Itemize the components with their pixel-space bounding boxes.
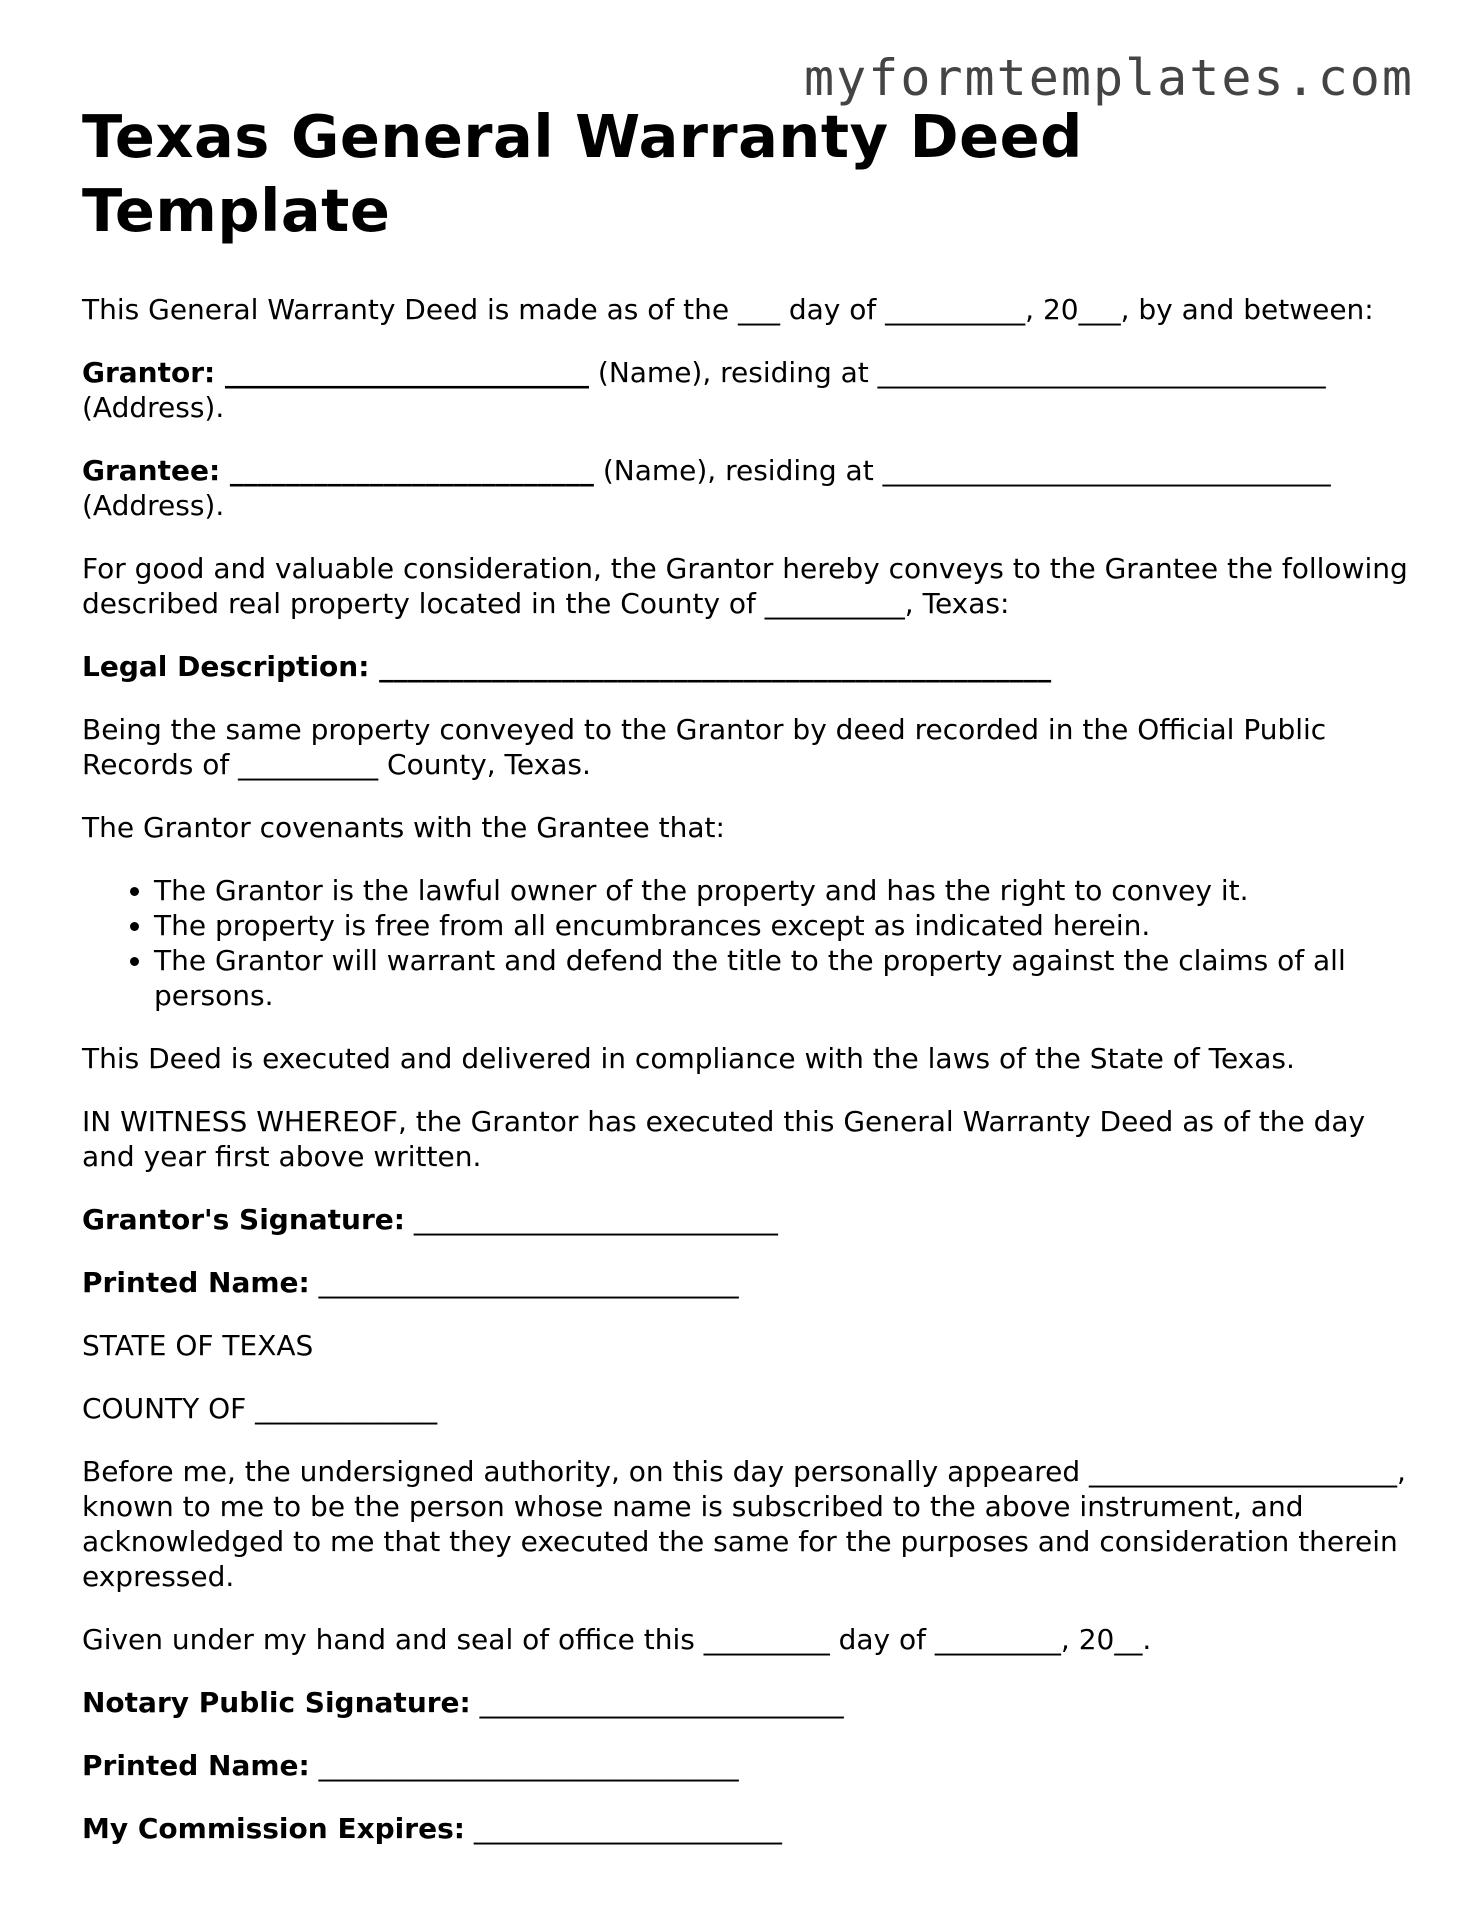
grantee-text: (Name), residing at ________________________________ (Address). bbox=[82, 454, 1331, 522]
grantor-paragraph bbox=[82, 355, 1412, 425]
grantor-signature-label: Grantor's Signature: bbox=[82, 1203, 405, 1236]
covenants-list bbox=[82, 873, 1412, 1013]
notary-printed-name-label: Printed Name: bbox=[82, 1749, 310, 1782]
notary-signature-line bbox=[82, 1685, 1412, 1720]
consideration-paragraph: For good and valuable consideration, the Grantor hereby conveys to the Grantee the following described real property located in the County of __________, Texas: bbox=[82, 552, 1408, 620]
given-paragraph: Given under my hand and seal of office this _________ day of _________, 20__. bbox=[82, 1623, 1152, 1656]
compliance-paragraph: This Deed is executed and delivered in compliance with the laws of the State of Texas. bbox=[82, 1042, 1295, 1075]
grantor-text: (Name), residing at ________________________________ (Address). bbox=[82, 356, 1326, 424]
state-line: STATE OF TEXAS bbox=[82, 1329, 314, 1362]
grantee-label: Grantee: __________________________ bbox=[82, 454, 594, 487]
witness-paragraph: IN WITNESS WHEREOF, the Grantor has executed this General Warranty Deed as of the day and year first above written. bbox=[82, 1105, 1366, 1173]
grantor-label: Grantor: __________________________ bbox=[82, 356, 589, 389]
notary-signature-blank: __________________________ bbox=[470, 1686, 844, 1719]
commission-expires-line bbox=[82, 1811, 1412, 1846]
commission-expires-blank: ______________________ bbox=[464, 1812, 782, 1845]
grantor-signature-blank: __________________________ bbox=[404, 1203, 778, 1236]
county-line: COUNTY OF _____________ bbox=[82, 1392, 438, 1425]
covenant-item: • The Grantor is the lawful owner of the property and has the right to convey it. bbox=[154, 873, 1412, 908]
grantor-signature-line bbox=[82, 1202, 1412, 1237]
grantee-paragraph bbox=[82, 453, 1412, 523]
document-title: Texas General Warranty Deed Template bbox=[82, 102, 1083, 245]
commission-expires-label: My Commission Expires: bbox=[82, 1812, 465, 1845]
legal-description-paragraph bbox=[82, 649, 1412, 684]
covenant-item: • The property is free from all encumbrances except as indicated herein. bbox=[154, 908, 1412, 943]
notary-printed-name-blank: ______________________________ bbox=[309, 1749, 739, 1782]
intro-paragraph: This General Warranty Deed is made as of the ___ day of __________, 20___, by and between: bbox=[82, 293, 1374, 326]
prior-deed-paragraph: Being the same property conveyed to the Grantor by deed recorded in the Official Public Records of __________ County, Texas. bbox=[82, 713, 1327, 781]
legal-description-label: Legal Description: ________________________________________________ bbox=[82, 650, 1052, 683]
grantor-printed-name-blank: ______________________________ bbox=[309, 1266, 739, 1299]
grantor-printed-name-line bbox=[82, 1265, 1412, 1300]
acknowledgment-paragraph: Before me, the undersigned authority, on this day personally appeared ______________________, known to me to be the person whose name is subscribed to the above instrument, and acknowledged to me that they executed the same for the purposes and consideration therein expressed. bbox=[82, 1455, 1406, 1593]
document-page bbox=[82, 46, 1412, 1874]
covenants-intro: The Grantor covenants with the Grantee that: bbox=[82, 811, 725, 844]
watermark: myformtemplates.com bbox=[804, 49, 1414, 107]
grantor-printed-name-label: Printed Name: bbox=[82, 1266, 310, 1299]
notary-printed-name-line bbox=[82, 1748, 1412, 1783]
covenant-item: • The Grantor will warrant and defend the title to the property against the claims of all persons. bbox=[154, 943, 1412, 1013]
notary-signature-label: Notary Public Signature: bbox=[82, 1686, 471, 1719]
